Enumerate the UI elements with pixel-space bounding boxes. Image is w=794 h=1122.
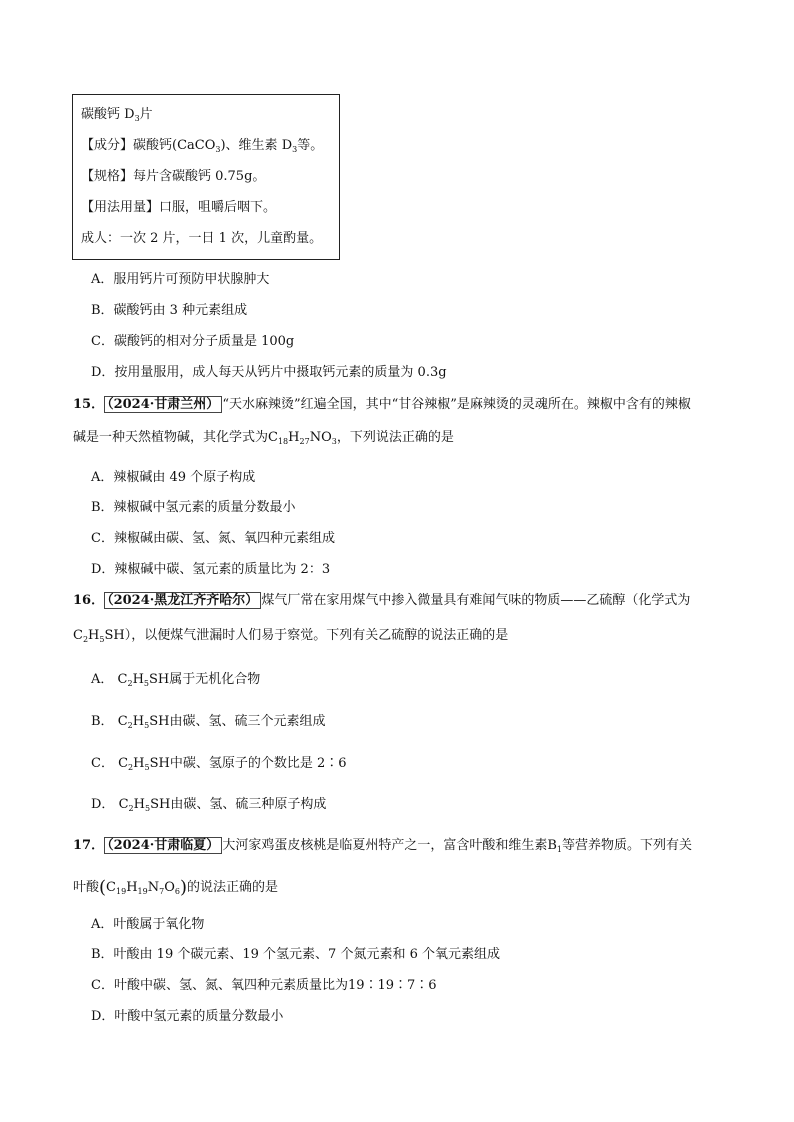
q17-option-c: C．叶酸中碳、氢、氮、氧四种元素质量比为19∶19∶7∶6 [91,978,437,993]
q15-formula: $C_{18}H_{27}NO_3$ [268,430,337,446]
q16-formula: $C_2H_5SH$ [73,628,125,644]
infobox-spec: 【规格】每片含碳酸钙 0.75g。 [81,169,266,184]
q15-option-a: A．辣椒碱由 49 个原子构成 [91,470,256,485]
q17-option-a: A．叶酸属于氧化物 [91,917,205,932]
q17-option-b: B．叶酸由 19 个碳元素、19 个氢元素、7 个氮元素和 6 个氧元素组成 [91,947,500,962]
q16-source: （2024·黑龙江齐齐哈尔） [104,592,261,609]
q16-option-d: D． $C_2H_5SH$由碳、氢、硫三种原子构成 [91,797,327,813]
q15-option-c: C．辣椒碱由碳、氢、氮、氧四种元素组成 [91,531,335,546]
q17-option-d: D．叶酸中氢元素的质量分数最小 [91,1009,284,1024]
q17-source: （2024·甘肃临夏） [104,837,222,854]
q17-line1: 17． （2024·甘肃临夏） 大河家鸡蛋皮核桃是临夏州特产之一，富含叶酸和维生素$B_1$等营养物质。下列有关 [73,838,692,854]
q15-line1: 15． （2024·甘肃兰州） “天水麻辣烫”红遍全国，其中“甘谷辣椒”是麻辣烫的灵魂所在。辣椒中含有的辣椒 [73,397,691,412]
infobox-adult: 成人：一次 2 片，一日 1 次，儿童酌量。 [81,231,323,246]
q14-option-a: A．服用钙片可预防甲状腺肿大 [91,272,270,287]
q14-option-d: D．按用量服用，成人每天从钙片中摄取钙元素的质量为 0.3g [91,365,447,380]
infobox-ingredient: 【成分】碳酸钙(CaCO$_3$)、维生素 $D_3$等。 [81,138,324,154]
q14-option-b: B．碳酸钙由 3 种元素组成 [91,303,248,318]
q14-option-c: C．碳酸钙的相对分子质量是 100g [91,334,295,349]
q16-option-c: C． $C_2H_5SH$中碳、氢原子的个数比是 2∶6 [91,756,347,772]
q15-option-d: D．辣椒碱中碳、氢元素的质量比为 2：3 [91,562,331,577]
q16-option-a: A． $C_2H_5SH$属于无机化合物 [91,672,261,688]
q16-option-b: B． $C_2H_5SH$由碳、氢、硫三个元素组成 [91,714,326,730]
q15-line2: 碱是一种天然植物碱，其化学式为$C_{18}H_{27}NO_3$，下列说法正确的是 [73,430,454,446]
infobox-usage: 【用法用量】口服，咀嚼后咽下。 [81,200,277,215]
q16-line2: $C_2H_5SH$），以便煤气泄漏时人们易于察觉。下列有关乙硫醇的说法正确的是 [73,628,509,644]
q17-formula: $C_{19}H_{19}N_7O_6$ [106,880,180,896]
q15-option-b: B．辣椒碱中氢元素的质量分数最小 [91,500,296,515]
infobox-title: 碳酸钙 $D_3$片 [81,107,153,123]
q15-source: （2024·甘肃兰州） [104,396,222,413]
q16-line1: 16． （2024·黑龙江齐齐哈尔） 煤气厂常在家用煤气中掺入微量具有难闻气味的物质——乙硫醇（化学式为 [73,593,691,608]
product-info-box [72,94,340,260]
q17-line2: 叶酸$(C_{19}H_{19}N_7O_6)$的说法正确的是 [73,877,278,898]
